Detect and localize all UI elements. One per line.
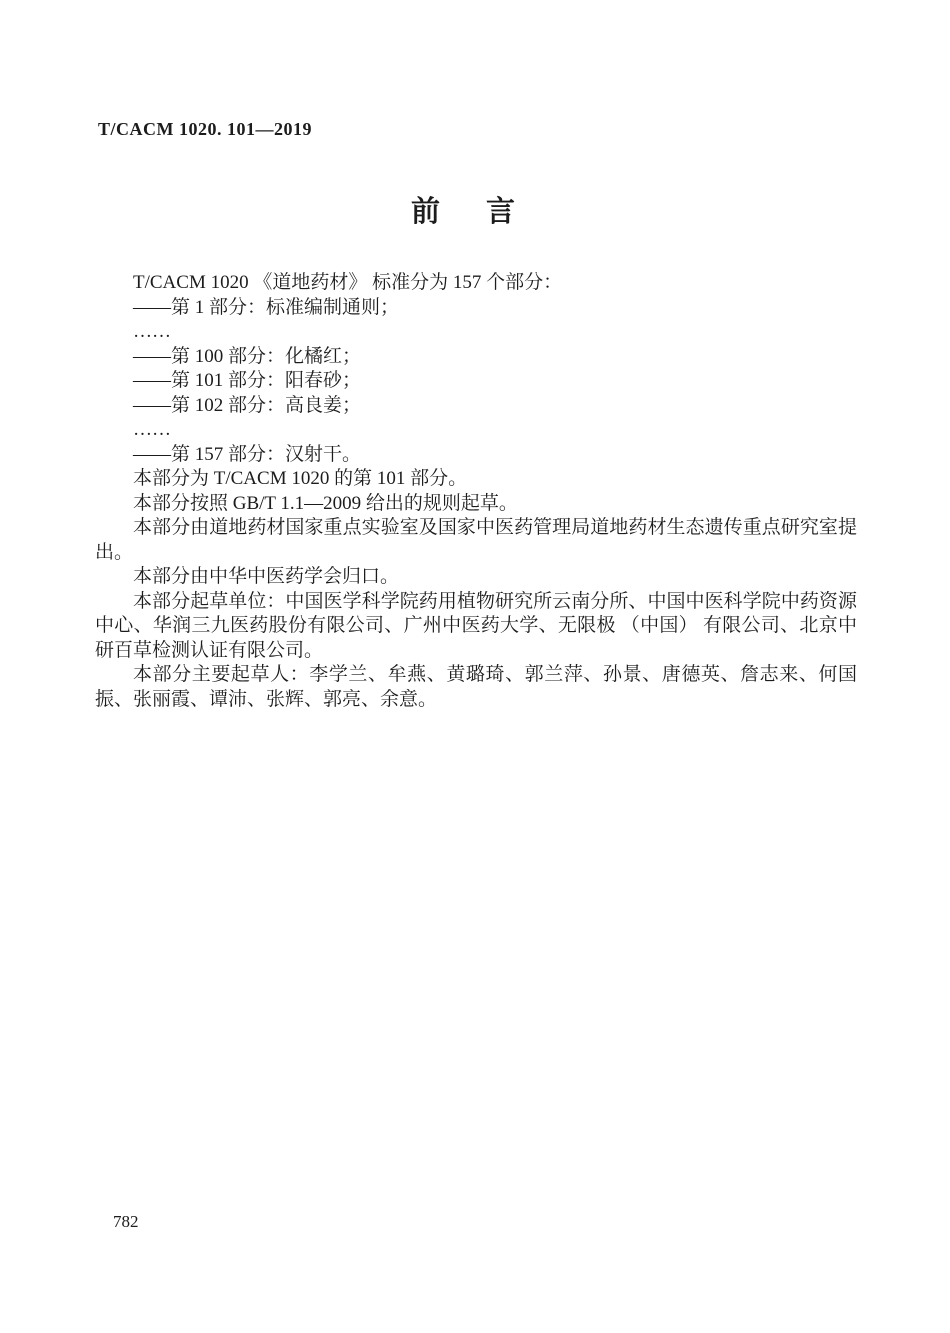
part-item-100: ——第 100 部分：化橘红；	[133, 345, 362, 367]
paragraph-centralized-by: 本部分由中华中医药学会归口。	[133, 566, 400, 587]
page-title-char-1: 前	[410, 196, 440, 228]
part-item-1: ——第 1 部分：标准编制通则；	[133, 296, 400, 318]
part-item-157: ——第 157 部分：汉射干。	[133, 443, 362, 465]
paragraph-proposed-by: 本部分由道地药材国家重点实验室及国家中医药管理局道地药材生态遗传重点研究室提出。	[95, 517, 857, 563]
part-item-102: ——第 102 部分：高良姜；	[133, 394, 362, 416]
page-title	[0, 195, 926, 229]
page-title-char-2: 言	[486, 196, 516, 228]
foreword-body	[95, 271, 857, 712]
paragraph-drafting-rules: 本部分按照 GB/T 1.1—2009 给出的规则起草。	[133, 492, 518, 514]
paragraph-main-drafters: 本部分主要起草人：李学兰、牟燕、黄璐琦、郭兰萍、孙景、唐德英、詹志来、何国振、张丽霞、谭沛、张辉、郭亮、余意。	[95, 664, 857, 710]
ellipsis-line: ……	[133, 321, 171, 342]
part-item-101: ——第 101 部分：阳春砂；	[133, 370, 362, 391]
paragraph-part-statement: 本部分为 T/CACM 1020 的第 101 部分。	[133, 468, 468, 489]
paragraph-drafting-organizations: 本部分起草单位：中国医学科学院药用植物研究所云南分所、中国中医科学院中药资源中心、华润三九医药股份有限公司、广州中医药大学、无限极 （中国） 有限公司、北京中研百草检测认证有限公司。	[95, 590, 857, 661]
page-number: 782	[113, 1212, 139, 1231]
ellipsis-line: ……	[133, 419, 171, 440]
standard-code-header: T/CACM 1020. 101—2019	[98, 119, 312, 139]
paragraph-parts-overview: T/CACM 1020 《道地药材》 标准分为 157 个部分：	[133, 272, 563, 293]
